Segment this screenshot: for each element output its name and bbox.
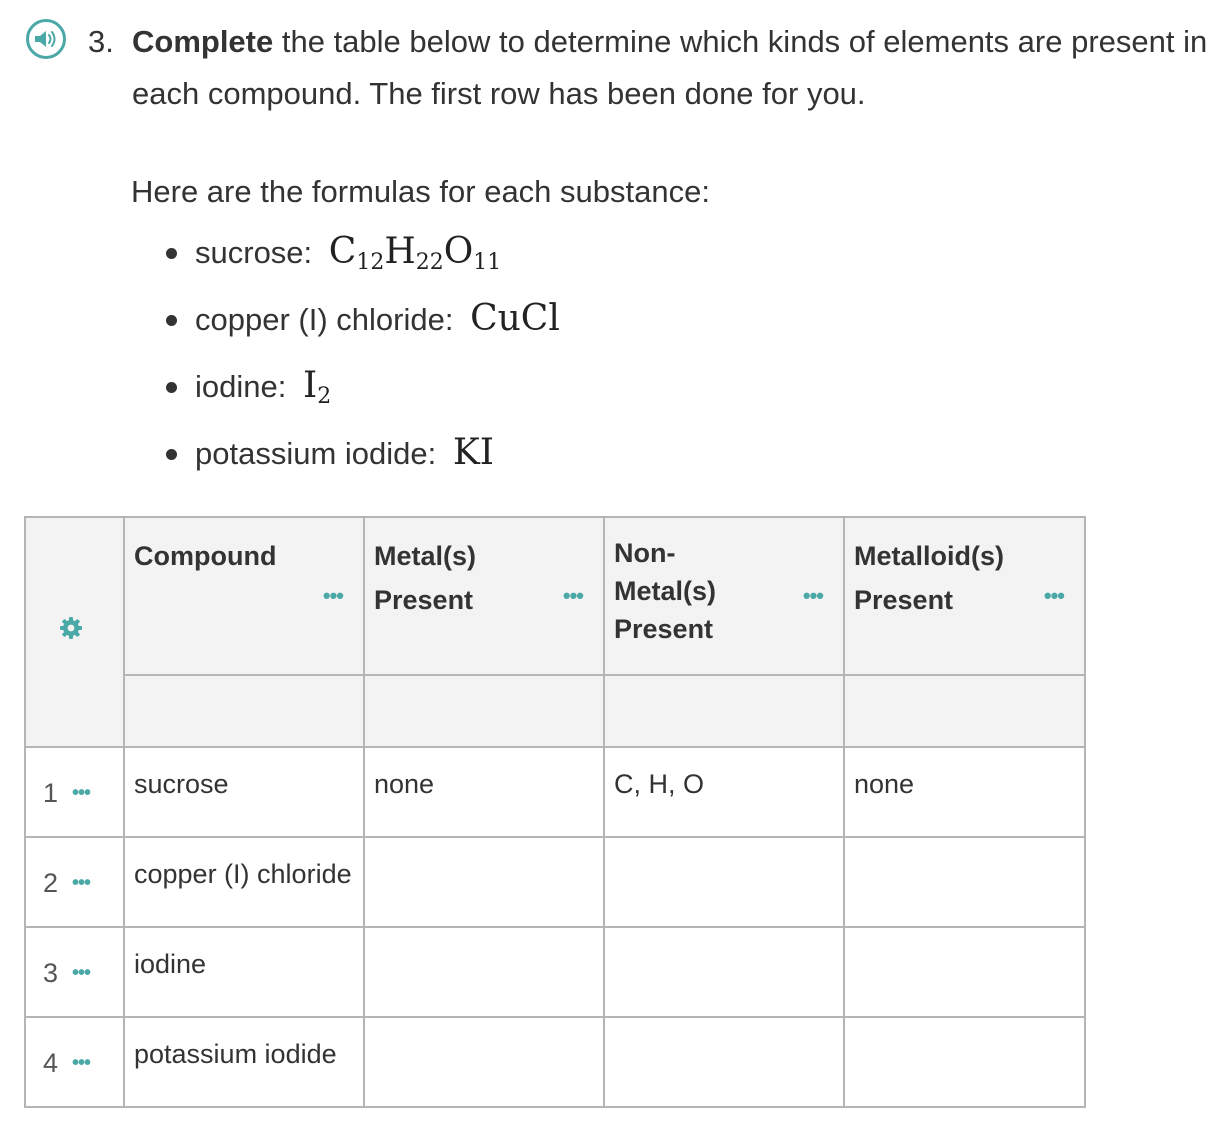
row-number: 2 xyxy=(43,868,59,898)
table-cell[interactable]: iodine xyxy=(124,927,364,1017)
column-menu-icon[interactable]: ••• xyxy=(322,583,343,608)
formula-list xyxy=(160,222,560,490)
table-cell[interactable]: none xyxy=(364,747,604,837)
formula-iodine: $I_2$ xyxy=(302,365,332,409)
row-number: 3 xyxy=(43,958,59,988)
question-prompt xyxy=(88,16,1208,120)
row-menu-icon[interactable]: ••• xyxy=(72,782,91,804)
table-cell[interactable] xyxy=(364,927,604,1017)
formula-label: potassium iodide: xyxy=(195,436,437,471)
formula-potassium-iodide: KI xyxy=(452,432,494,473)
table-row xyxy=(25,927,1085,1017)
header-blank-cell xyxy=(364,675,604,747)
table-cell[interactable] xyxy=(844,927,1085,1017)
question-bold-lead: Complete xyxy=(132,24,274,59)
column-header-metals: Metal(s) Present ••• xyxy=(364,517,604,675)
header-blank-cell xyxy=(844,675,1085,747)
gear-icon[interactable] xyxy=(59,616,83,640)
row-control xyxy=(25,927,124,1017)
table-cell[interactable] xyxy=(604,837,844,927)
header-blank-cell xyxy=(604,675,844,747)
column-menu-icon[interactable]: ••• xyxy=(1043,583,1064,608)
table-cell[interactable]: potassium iodide xyxy=(124,1017,364,1107)
formula-copper-chloride: CuCl xyxy=(470,298,560,339)
table-cell[interactable] xyxy=(364,1017,604,1107)
row-control xyxy=(25,1017,124,1107)
row-control xyxy=(25,747,124,837)
row-number: 4 xyxy=(43,1048,59,1078)
formula-label: copper (I) chloride: xyxy=(195,302,454,337)
question-number: 3. xyxy=(88,24,114,59)
row-control xyxy=(25,837,124,927)
table-cell[interactable] xyxy=(364,837,604,927)
column-menu-icon[interactable]: ••• xyxy=(562,583,583,608)
formula-label: sucrose: xyxy=(195,235,313,270)
header-spacer-row xyxy=(25,675,1085,747)
question-text: the table below to determine which kinds of elements are present in each compound. The first row has been done for you. xyxy=(132,24,1208,111)
table-cell[interactable] xyxy=(844,1017,1085,1107)
formula-label: iodine: xyxy=(195,369,287,404)
column-header-nonmetals: Non- Metal(s) Present ••• xyxy=(604,517,844,675)
row-menu-icon[interactable]: ••• xyxy=(72,1052,91,1074)
list-item xyxy=(160,289,560,356)
formula-sucrose: $C_{12}H_{22}O_{11}$ xyxy=(328,231,502,275)
header-row xyxy=(25,517,1085,675)
table-cell[interactable]: none xyxy=(844,747,1085,837)
table-row xyxy=(25,837,1085,927)
formulas-intro: Here are the formulas for each substance: xyxy=(131,174,710,209)
table-row xyxy=(25,1017,1085,1107)
table-row xyxy=(25,747,1085,837)
table-cell[interactable]: sucrose xyxy=(124,747,364,837)
list-item xyxy=(160,356,560,423)
table-cell[interactable]: copper (I) chloride xyxy=(124,837,364,927)
row-number: 1 xyxy=(43,778,59,808)
list-item xyxy=(160,222,560,289)
table-cell[interactable] xyxy=(844,837,1085,927)
table-cell[interactable] xyxy=(604,1017,844,1107)
row-menu-icon[interactable]: ••• xyxy=(72,962,91,984)
table-cell[interactable]: C, H, O xyxy=(604,747,844,837)
column-header-metalloids: Metalloid(s) Present ••• xyxy=(844,517,1085,675)
read-aloud-button[interactable] xyxy=(26,19,66,59)
header-blank-cell xyxy=(124,675,364,747)
table-settings-cell xyxy=(25,517,124,747)
table-cell[interactable] xyxy=(604,927,844,1017)
row-menu-icon[interactable]: ••• xyxy=(72,872,91,894)
column-menu-icon[interactable]: ••• xyxy=(802,583,823,608)
speaker-icon xyxy=(33,28,59,50)
column-header-compound: Compound ••• xyxy=(124,517,364,675)
list-item xyxy=(160,423,560,490)
elements-table xyxy=(24,516,1086,1108)
